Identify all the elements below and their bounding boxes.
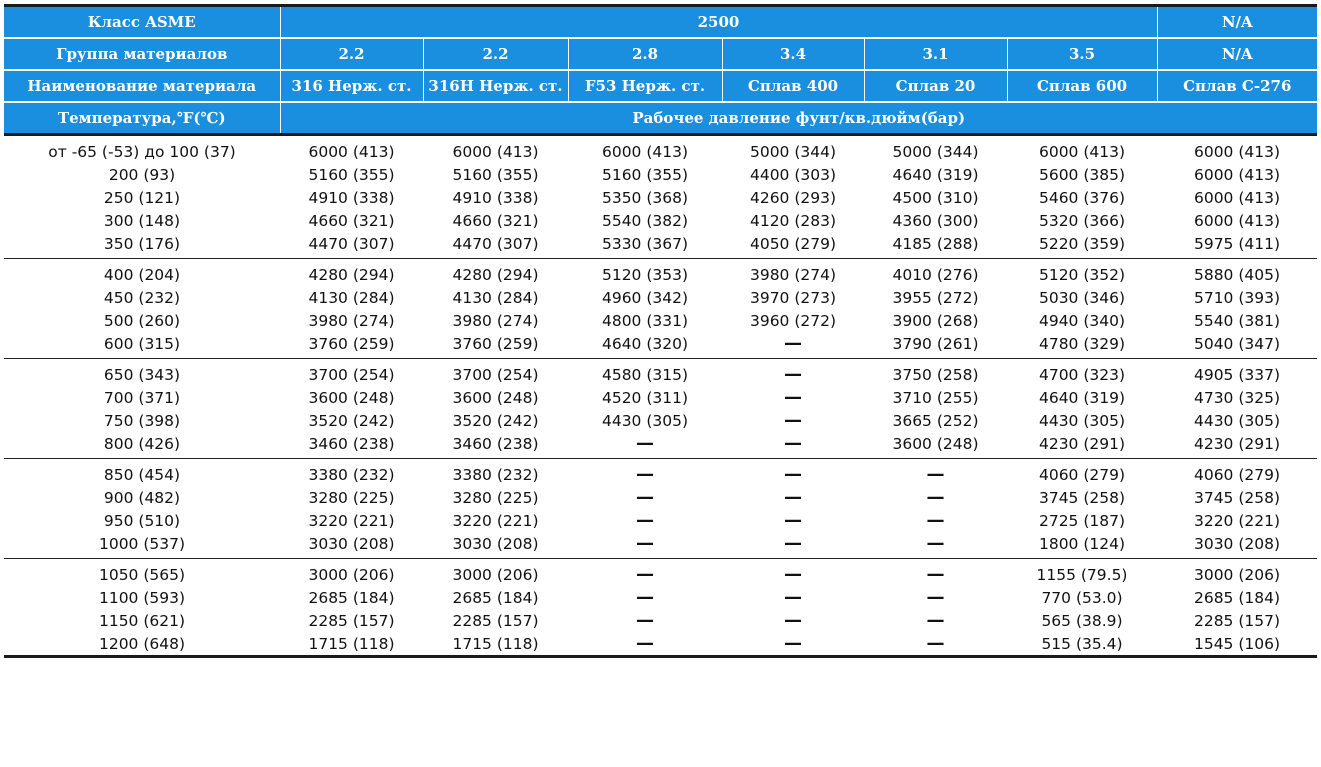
pressure-cell: 3600 (248): [308, 388, 395, 407]
temperature-cell: 250 (121): [103, 188, 181, 207]
material-group-cell: 2.2: [280, 38, 423, 70]
pressure-cell: 4780 (329): [1007, 332, 1157, 359]
pressure-cell: 4430 (305): [601, 411, 689, 430]
pressure-cell: 4400 (303): [749, 165, 837, 184]
temperature-cell: 450 (232): [103, 288, 181, 307]
table-row: [4, 632, 1317, 657]
temperature-label: Температура,℉(℃): [4, 102, 280, 135]
pressure-cell: —: [636, 464, 654, 485]
material-name-cell: F53 Нерж. ст.: [568, 70, 722, 102]
pressure-cell: —: [568, 432, 722, 459]
material-group-na: N/A: [1157, 38, 1317, 70]
temperature-cell: 350 (176): [4, 232, 280, 259]
pressure-cell: 3665 (252): [892, 411, 979, 430]
asme-class-value: 2500: [280, 6, 1157, 39]
header-row-asme-class: [4, 6, 1317, 39]
material-name-cell: Сплав C-276: [1157, 70, 1317, 102]
pressure-cell: 4660 (321): [308, 211, 395, 230]
pressure-cell: 4660 (321): [452, 211, 539, 230]
pressure-cell: 4060 (279): [1193, 465, 1281, 484]
pressure-cell: 4230 (291): [1157, 432, 1317, 459]
pressure-cell: 5540 (382): [601, 211, 689, 230]
pressure-cell: 3220 (221): [452, 511, 539, 530]
pressure-cell: —: [636, 487, 654, 508]
pressure-cell: 1800 (124): [1007, 532, 1157, 559]
table-row: [4, 286, 1317, 309]
table-row: [4, 532, 1317, 559]
temperature-cell: 950 (510): [103, 511, 181, 530]
pressure-cell: 4120 (283): [749, 211, 837, 230]
pressure-cell: —: [784, 564, 802, 585]
pressure-cell: 3460 (238): [423, 432, 568, 459]
pressure-cell: —: [784, 410, 802, 431]
pressure-cell: 4520 (311): [601, 388, 689, 407]
pressure-cell: 4060 (279): [1038, 465, 1126, 484]
pressure-cell: 5460 (376): [1038, 188, 1126, 207]
material-name-cell: 316H Нерж. ст.: [423, 70, 568, 102]
temperature-cell: 700 (371): [103, 388, 181, 407]
pressure-cell: 4280 (294): [452, 265, 539, 284]
table-row: [4, 163, 1317, 186]
pressure-cell: 2685 (184): [452, 588, 539, 607]
pressure-cell: 5975 (411): [1157, 232, 1317, 259]
pressure-cell: 4260 (293): [749, 188, 837, 207]
pressure-cell: 6000 (413): [1193, 165, 1281, 184]
pressure-cell: 3600 (248): [864, 432, 1007, 459]
pressure-cell: 4360 (300): [892, 211, 979, 230]
pressure-cell: 515 (35.4): [1007, 632, 1157, 657]
pressure-cell: —: [636, 510, 654, 531]
temperature-cell: 600 (315): [4, 332, 280, 359]
pressure-cell: 5880 (405): [1193, 265, 1281, 284]
pressure-cell: 1715 (118): [423, 632, 568, 657]
pressure-cell: —: [926, 564, 945, 585]
pressure-cell: —: [926, 464, 945, 485]
pressure-cell: 5540 (381): [1193, 311, 1281, 330]
material-group-cell: 2.8: [568, 38, 722, 70]
pressure-cell: 4580 (315): [601, 365, 689, 384]
pressure-cell: 3380 (232): [452, 465, 539, 484]
pressure-cell: 3220 (221): [1193, 511, 1281, 530]
table-row: [4, 135, 1317, 164]
temperature-cell: 650 (343): [103, 365, 181, 384]
pressure-cell: —: [784, 464, 802, 485]
pressure-cell: 3220 (221): [308, 511, 395, 530]
pressure-cell: 4500 (310): [892, 188, 979, 207]
material-group-cell: 3.4: [722, 38, 864, 70]
pressure-cell: —: [636, 587, 654, 608]
pressure-cell: 4050 (279): [722, 232, 864, 259]
pressure-cell: 4910 (338): [308, 188, 395, 207]
table-row: [4, 186, 1317, 209]
temperature-cell: 1200 (648): [4, 632, 280, 657]
pressure-cell: 5160 (355): [308, 165, 395, 184]
pressure-cell: —: [926, 587, 945, 608]
pressure-cell: 4640 (319): [1038, 388, 1126, 407]
pressure-cell: 4470 (307): [423, 232, 568, 259]
material-name-cell: Сплав 600: [1007, 70, 1157, 102]
pressure-cell: 4470 (307): [280, 232, 423, 259]
pressure-cell: 1545 (106): [1157, 632, 1317, 657]
working-pressure-label: Рабочее давление фунт/кв.дюйм(бар): [280, 102, 1317, 135]
pressure-cell: 3980 (274): [749, 265, 837, 284]
header-row-material-group: [4, 38, 1317, 70]
pressure-cell: 3980 (274): [308, 311, 395, 330]
temperature-cell: 1050 (565): [98, 565, 186, 584]
pressure-cell: 4185 (288): [864, 232, 1007, 259]
material-name-label: Наименование материала: [4, 70, 280, 102]
pressure-cell: 6000 (413): [1193, 188, 1281, 207]
pressure-cell: 5040 (347): [1157, 332, 1317, 359]
pressure-cell: 3000 (206): [1193, 565, 1281, 584]
pressure-cell: 5160 (355): [601, 165, 689, 184]
pressure-cell: 5160 (355): [452, 165, 539, 184]
material-name-cell: 316 Нерж. ст.: [280, 70, 423, 102]
pressure-cell: 5710 (393): [1193, 288, 1281, 307]
pressure-cell: 1715 (118): [280, 632, 423, 657]
table-row: [4, 459, 1317, 487]
pressure-cell: 3960 (272): [749, 311, 837, 330]
pressure-cell: 4730 (325): [1193, 388, 1281, 407]
pressure-cell: 5330 (367): [568, 232, 722, 259]
pressure-cell: —: [784, 610, 802, 631]
pressure-cell: —: [784, 510, 802, 531]
table-row: [4, 409, 1317, 432]
pressure-cell: 3000 (206): [308, 565, 395, 584]
pressure-cell: 4800 (331): [601, 311, 689, 330]
pressure-cell: 6000 (413): [452, 142, 539, 161]
pressure-cell: —: [636, 564, 654, 585]
temperature-cell: 900 (482): [103, 488, 181, 507]
pressure-cell: 3520 (242): [308, 411, 395, 430]
pressure-cell: 4130 (284): [452, 288, 539, 307]
pressure-cell: 5320 (366): [1038, 211, 1126, 230]
pressure-cell: 2285 (157): [308, 611, 395, 630]
pressure-cell: 770 (53.0): [1041, 588, 1123, 607]
pressure-temperature-table-container: [4, 4, 1317, 658]
pressure-cell: 5030 (346): [1038, 288, 1126, 307]
table-header: [4, 6, 1317, 135]
pressure-cell: —: [722, 632, 864, 657]
pressure-cell: 2285 (157): [1193, 611, 1281, 630]
pressure-cell: 3900 (268): [892, 311, 979, 330]
temperature-cell: 1000 (537): [4, 532, 280, 559]
pressure-cell: 3710 (255): [892, 388, 979, 407]
header-row-material-name: [4, 70, 1317, 102]
pressure-cell: 3760 (259): [423, 332, 568, 359]
pressure-cell: —: [722, 532, 864, 559]
pressure-cell: —: [864, 632, 1007, 657]
table-row: [4, 209, 1317, 232]
asme-class-label: Класс ASME: [4, 6, 280, 39]
temperature-cell: 200 (93): [108, 165, 176, 184]
table-row: [4, 509, 1317, 532]
pressure-cell: 3280 (225): [452, 488, 539, 507]
table-row: [4, 259, 1317, 287]
pressure-cell: 3955 (272): [892, 288, 979, 307]
pressure-cell: 3280 (225): [308, 488, 395, 507]
pressure-cell: 4430 (305): [1193, 411, 1281, 430]
pressure-cell: 5220 (359): [1007, 232, 1157, 259]
material-group-label: Группа материалов: [4, 38, 280, 70]
pressure-cell: —: [864, 532, 1007, 559]
table-body: [4, 135, 1317, 657]
pressure-cell: —: [722, 432, 864, 459]
table-row: [4, 586, 1317, 609]
pressure-cell: 4640 (320): [568, 332, 722, 359]
temperature-cell: 1100 (593): [98, 588, 186, 607]
pressure-cell: 5350 (368): [601, 188, 689, 207]
pressure-cell: 4430 (305): [1038, 411, 1126, 430]
pressure-cell: 2685 (184): [308, 588, 395, 607]
pressure-cell: 4640 (319): [892, 165, 979, 184]
pressure-cell: 3030 (208): [280, 532, 423, 559]
pressure-cell: 4960 (342): [601, 288, 689, 307]
pressure-cell: 1155 (79.5): [1036, 565, 1128, 584]
material-name-cell: Сплав 20: [864, 70, 1007, 102]
temperature-cell: 300 (148): [103, 211, 181, 230]
asme-class-na: N/A: [1157, 6, 1317, 39]
temperature-cell: 750 (398): [103, 411, 181, 430]
pressure-cell: 5000 (344): [892, 142, 979, 161]
pressure-cell: 3745 (258): [1038, 488, 1126, 507]
pressure-cell: —: [636, 610, 654, 631]
pressure-cell: —: [926, 487, 945, 508]
pressure-cell: 3460 (238): [280, 432, 423, 459]
table-row: [4, 559, 1317, 587]
pressure-cell: 4910 (338): [452, 188, 539, 207]
pressure-cell: —: [926, 510, 945, 531]
pressure-cell: 565 (38.9): [1041, 611, 1123, 630]
header-row-temperature: [4, 102, 1317, 135]
table-row: [4, 309, 1317, 332]
pressure-cell: 6000 (413): [1038, 142, 1126, 161]
material-group-cell: 2.2: [423, 38, 568, 70]
pressure-cell: —: [784, 387, 802, 408]
pressure-cell: —: [568, 532, 722, 559]
pressure-cell: 4010 (276): [892, 265, 979, 284]
temperature-cell: 400 (204): [103, 265, 181, 284]
pressure-cell: 4230 (291): [1007, 432, 1157, 459]
pressure-cell: 2285 (157): [452, 611, 539, 630]
material-name-cell: Сплав 400: [722, 70, 864, 102]
pressure-cell: 6000 (413): [308, 142, 395, 161]
table-row: [4, 232, 1317, 259]
pressure-cell: 4130 (284): [308, 288, 395, 307]
pressure-cell: —: [722, 332, 864, 359]
pressure-cell: —: [926, 610, 945, 631]
pressure-cell: 3000 (206): [452, 565, 539, 584]
table-row: [4, 486, 1317, 509]
pressure-cell: 5120 (352): [1038, 265, 1126, 284]
table-row: [4, 359, 1317, 387]
pressure-cell: 3520 (242): [452, 411, 539, 430]
pressure-temperature-table: [4, 4, 1317, 658]
pressure-cell: —: [784, 487, 802, 508]
pressure-cell: 5120 (353): [601, 265, 689, 284]
pressure-cell: 3600 (248): [452, 388, 539, 407]
pressure-cell: 2685 (184): [1193, 588, 1281, 607]
material-group-cell: 3.1: [864, 38, 1007, 70]
pressure-cell: 4940 (340): [1038, 311, 1126, 330]
pressure-cell: 3030 (208): [423, 532, 568, 559]
pressure-cell: —: [568, 632, 722, 657]
pressure-cell: 4905 (337): [1193, 365, 1281, 384]
pressure-cell: 6000 (413): [1193, 211, 1281, 230]
pressure-cell: 4280 (294): [308, 265, 395, 284]
pressure-cell: 3700 (254): [308, 365, 395, 384]
table-row: [4, 432, 1317, 459]
material-group-cell: 3.5: [1007, 38, 1157, 70]
pressure-cell: 2725 (187): [1038, 511, 1126, 530]
pressure-cell: 6000 (413): [1193, 142, 1281, 161]
pressure-cell: 3980 (274): [452, 311, 539, 330]
table-row: [4, 332, 1317, 359]
pressure-cell: 6000 (413): [601, 142, 689, 161]
pressure-cell: 5000 (344): [749, 142, 837, 161]
pressure-cell: 3700 (254): [452, 365, 539, 384]
temperature-cell: 1150 (621): [98, 611, 186, 630]
temperature-cell: 850 (454): [103, 465, 181, 484]
pressure-cell: 5600 (385): [1038, 165, 1126, 184]
pressure-cell: 4700 (323): [1038, 365, 1126, 384]
pressure-cell: 3790 (261): [864, 332, 1007, 359]
temperature-cell: от -65 (-53) до 100 (37): [48, 142, 236, 161]
pressure-cell: —: [784, 587, 802, 608]
pressure-cell: 3750 (258): [892, 365, 979, 384]
table-row: [4, 609, 1317, 632]
pressure-cell: 3380 (232): [308, 465, 395, 484]
pressure-cell: 3030 (208): [1157, 532, 1317, 559]
pressure-cell: 3745 (258): [1193, 488, 1281, 507]
pressure-cell: 3970 (273): [749, 288, 837, 307]
table-row: [4, 386, 1317, 409]
pressure-cell: 3760 (259): [280, 332, 423, 359]
pressure-cell: —: [784, 364, 802, 385]
temperature-cell: 800 (426): [4, 432, 280, 459]
temperature-cell: 500 (260): [103, 311, 181, 330]
